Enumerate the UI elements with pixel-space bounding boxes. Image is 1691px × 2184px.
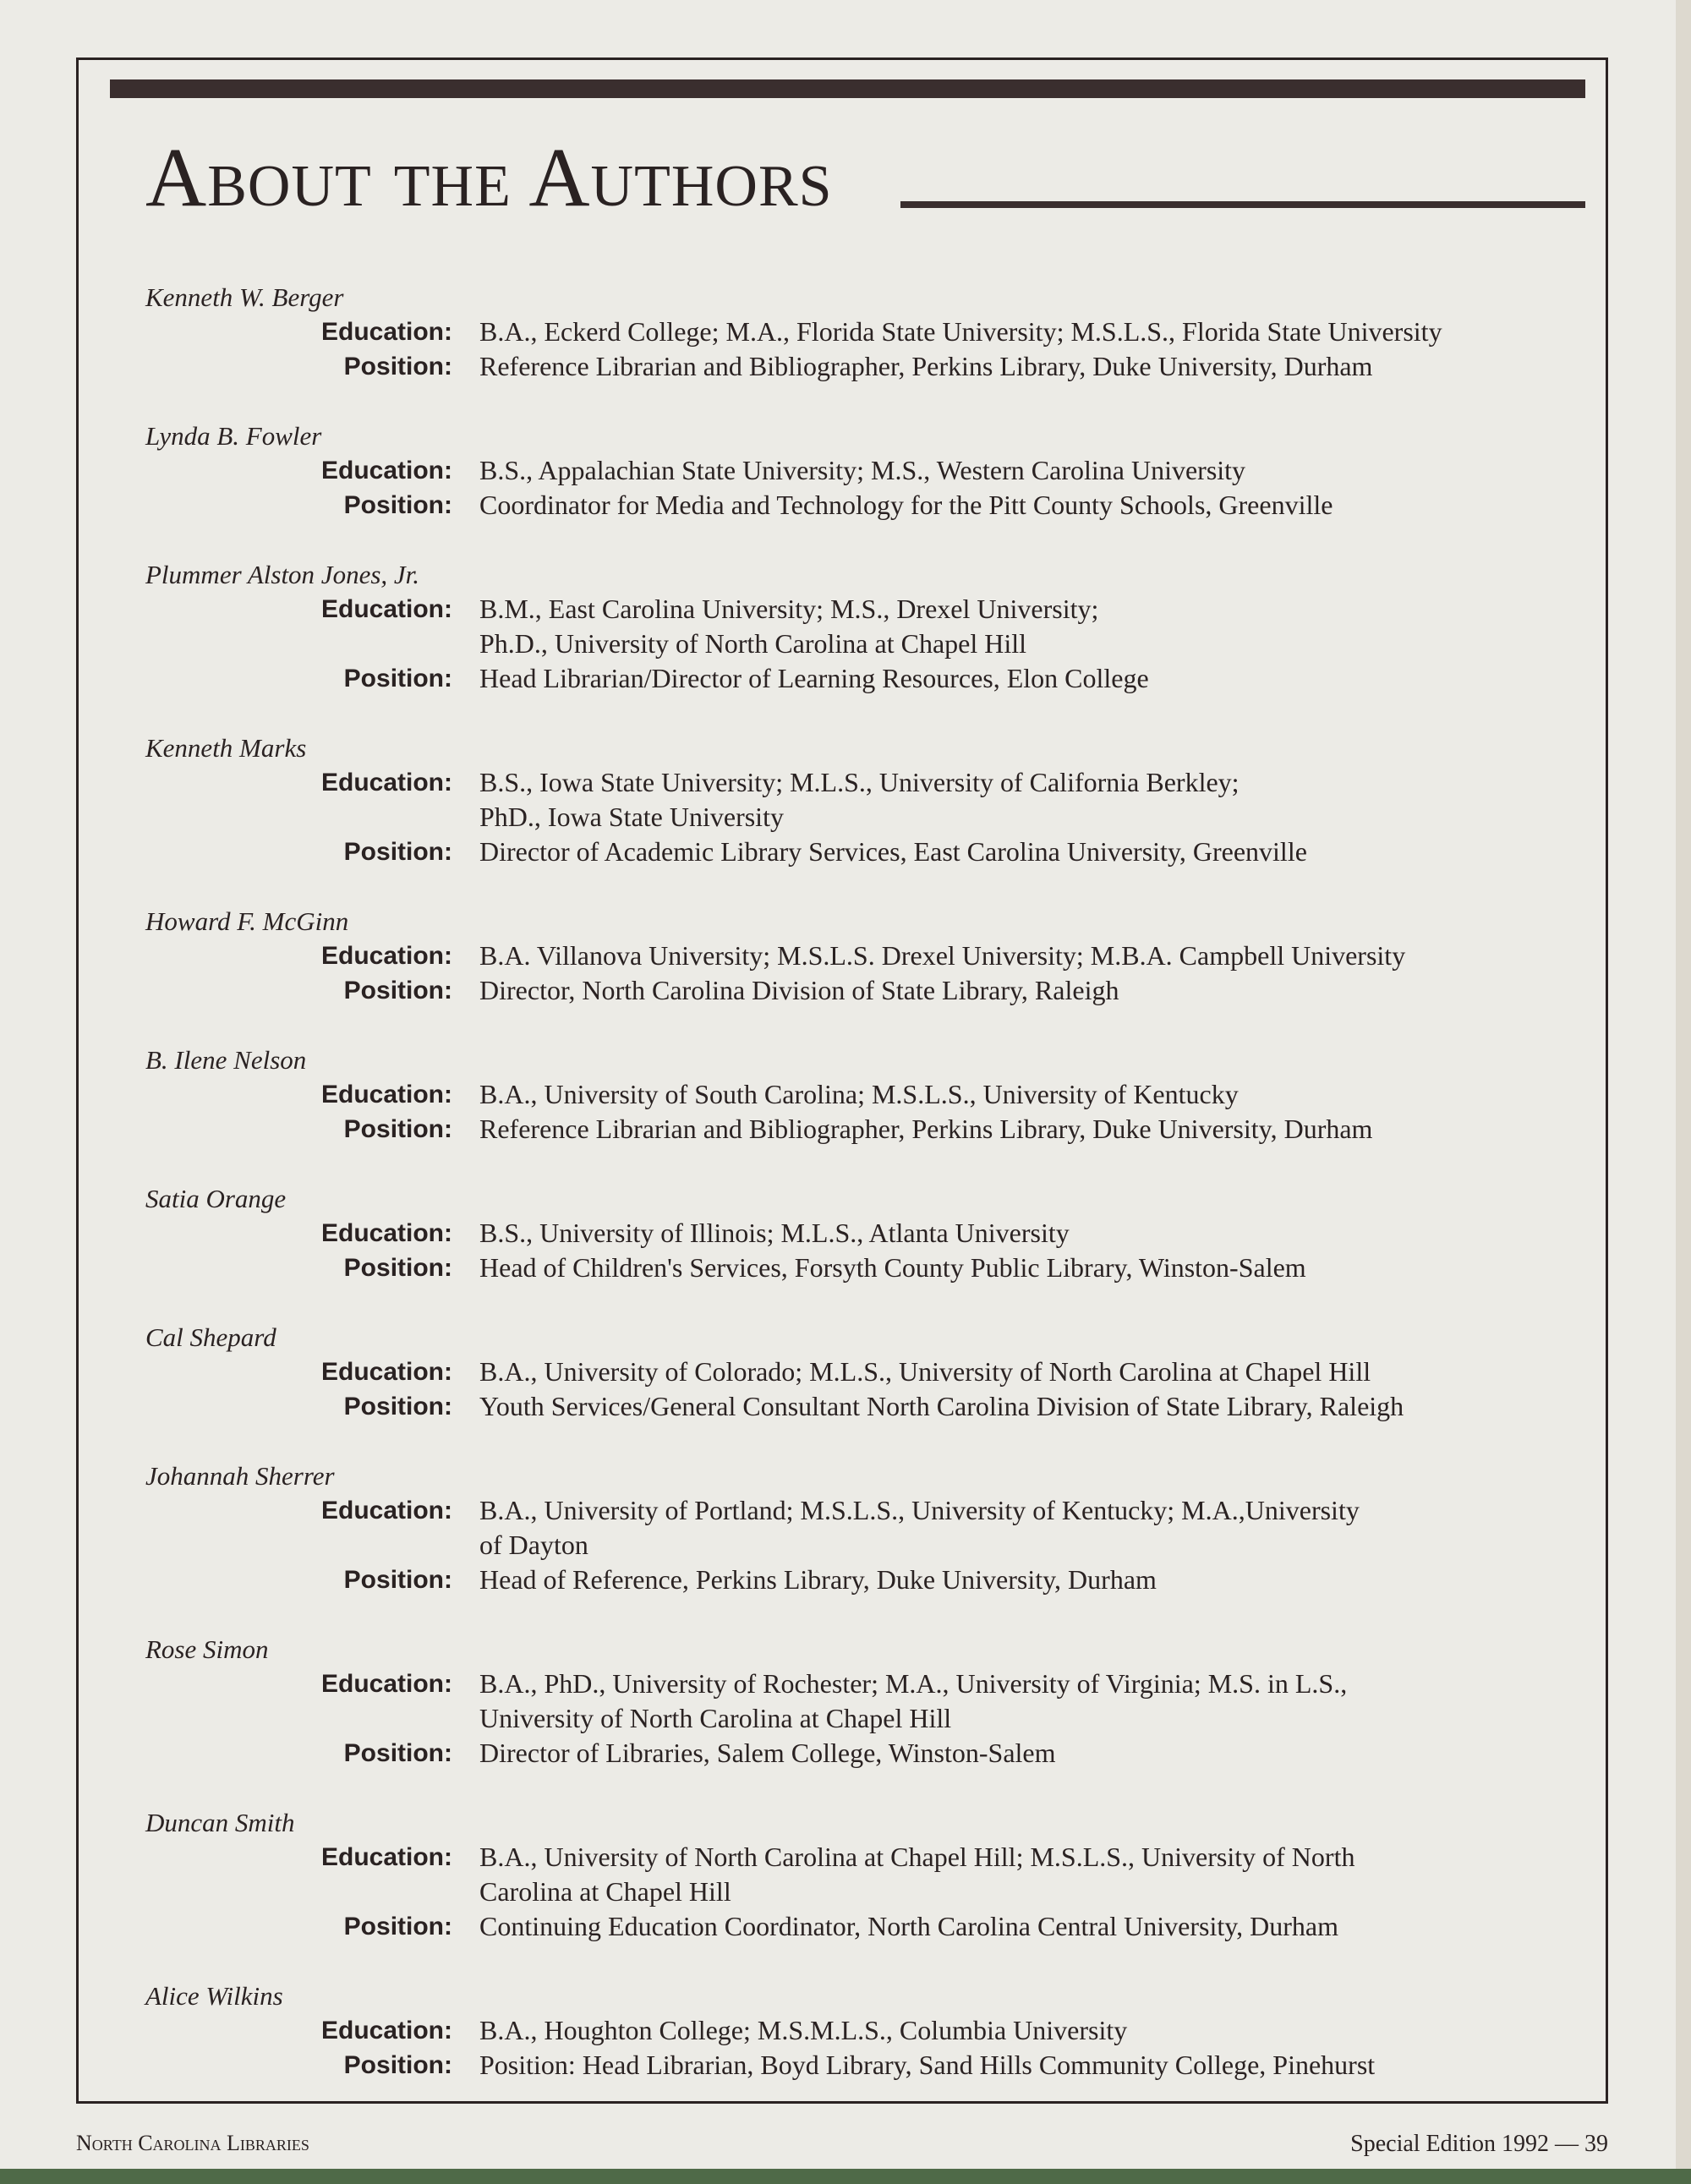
education-value: B.A., University of Portland; M.S.L.S., University of Kentucky; M.A.,University [479, 1495, 1360, 1525]
author-entry [0, 1320, 1691, 1424]
education-row [0, 592, 1691, 627]
position-label: Position: [343, 353, 452, 380]
position-row [0, 1563, 1691, 1597]
author-name: Johannah Sherrer [145, 1461, 335, 1491]
author-name: Rose Simon [145, 1634, 269, 1664]
education-label: Education: [321, 457, 452, 484]
author-name: Duncan Smith [145, 1808, 295, 1837]
author-entry [0, 557, 1691, 696]
education-row [0, 765, 1691, 800]
education-value: Carolina at Chapel Hill [479, 1876, 731, 1907]
position-row [0, 1112, 1691, 1147]
education-label: Education: [321, 2017, 452, 2044]
authors-list [0, 280, 1691, 2117]
education-label: Education: [321, 318, 452, 346]
author-name: Satia Orange [145, 1184, 287, 1213]
author-entry [0, 1805, 1691, 1944]
education-row [0, 939, 1691, 973]
education-label: Education: [321, 942, 452, 970]
education-value: B.S., Appalachian State University; M.S., Western Carolina University [479, 455, 1246, 485]
education-value: B.S., University of Illinois; M.L.S., Atlanta University [479, 1218, 1070, 1248]
position-row [0, 1389, 1691, 1424]
position-label: Position: [343, 1115, 452, 1143]
position-label: Position: [343, 1566, 452, 1594]
author-name: Kenneth W. Berger [145, 282, 344, 312]
header-rule [110, 79, 1585, 98]
education-label: Education: [321, 1843, 452, 1871]
author-entry [0, 280, 1691, 384]
education-row [0, 1355, 1691, 1389]
author-name: Plummer Alston Jones, Jr. [145, 560, 420, 589]
education-label [0, 1701, 452, 1736]
education-value: of Dayton [479, 1530, 588, 1560]
education-value: B.M., East Carolina University; M.S., Drexel University; [479, 594, 1099, 624]
education-row [0, 1528, 1691, 1563]
author-name: Howard F. McGinn [145, 906, 349, 936]
education-value: B.A., University of South Carolina; M.S.L.S., University of Kentucky [479, 1079, 1239, 1109]
education-label: Education: [321, 1670, 452, 1698]
education-row [0, 1667, 1691, 1701]
footer-publication: North Carolina Libraries [76, 2131, 309, 2155]
position-row [0, 973, 1691, 1008]
education-label: Education: [321, 769, 452, 796]
education-value: B.A., Houghton College; M.S.M.L.S., Columbia University [479, 2015, 1128, 2045]
education-value: B.A., University of Colorado; M.L.S., University of North Carolina at Chapel Hill [479, 1356, 1371, 1387]
education-label [0, 1528, 452, 1563]
position-label: Position: [343, 2051, 452, 2079]
education-row [0, 2013, 1691, 2048]
education-label: Education: [321, 1219, 452, 1247]
position-label: Position: [343, 1393, 452, 1420]
author-entry [0, 1459, 1691, 1597]
position-row [0, 835, 1691, 869]
education-row [0, 453, 1691, 488]
education-row [0, 1875, 1691, 1909]
author-name: B. Ilene Nelson [145, 1045, 307, 1075]
position-row [0, 488, 1691, 523]
position-value: Coordinator for Media and Technology for the Pitt County Schools, Greenville [479, 490, 1333, 520]
position-value: Director of Academic Library Services, East Carolina University, Greenville [479, 836, 1307, 867]
position-value: Head of Reference, Perkins Library, Duke University, Durham [479, 1564, 1157, 1595]
education-label: Education: [321, 595, 452, 623]
position-label: Position: [343, 977, 452, 1004]
education-value: B.A., University of North Carolina at Chapel Hill; M.S.L.S., University of North [479, 1842, 1355, 1872]
education-value: Ph.D., University of North Carolina at Chapel Hill [479, 628, 1027, 659]
position-row [0, 1736, 1691, 1771]
position-value: Position: Head Librarian, Boyd Library, Sand Hills Community College, Pinehurst [479, 2050, 1376, 2080]
position-value: Reference Librarian and Bibliographer, Perkins Library, Duke University, Durham [479, 351, 1373, 381]
position-value: Reference Librarian and Bibliographer, Perkins Library, Duke University, Durham [479, 1114, 1373, 1144]
position-row [0, 1909, 1691, 1944]
education-value: B.A., PhD., University of Rochester; M.A., University of Virginia; M.S. in L.S., [479, 1668, 1348, 1699]
position-label: Position: [343, 1913, 452, 1940]
education-row [0, 1701, 1691, 1736]
position-label: Position: [343, 1254, 452, 1282]
education-value: B.A. Villanova University; M.S.L.S. Drexel University; M.B.A. Campbell University [479, 940, 1406, 971]
position-row [0, 1251, 1691, 1285]
position-value: Director, North Carolina Division of State Library, Raleigh [479, 975, 1119, 1005]
author-entry [0, 1979, 1691, 2083]
position-row [0, 661, 1691, 696]
position-value: Continuing Education Coordinator, North Carolina Central University, Durham [479, 1911, 1339, 1941]
education-label: Education: [321, 1497, 452, 1524]
education-row [0, 1840, 1691, 1875]
education-value: PhD., Iowa State University [479, 802, 784, 832]
author-entry [0, 1043, 1691, 1147]
education-value: B.A., Eckerd College; M.A., Florida State University; M.S.L.S., Florida State University [479, 316, 1442, 347]
author-entry [0, 1632, 1691, 1771]
scan-background [0, 2169, 1691, 2184]
education-label [0, 1875, 452, 1909]
education-value: University of North Carolina at Chapel Hill [479, 1703, 952, 1733]
position-label: Position: [343, 665, 452, 692]
position-value: Head Librarian/Director of Learning Resources, Elon College [479, 663, 1149, 693]
position-value: Head of Children's Services, Forsyth County Public Library, Winston-Salem [479, 1252, 1306, 1283]
position-label: Position: [343, 838, 452, 866]
education-label: Education: [321, 1081, 452, 1108]
position-row [0, 2048, 1691, 2083]
position-row [0, 349, 1691, 384]
education-label [0, 627, 452, 661]
footer-issue-page: Special Edition 1992 — 39 [1350, 2131, 1608, 2157]
author-entry [0, 419, 1691, 523]
author-entry [0, 1181, 1691, 1285]
author-name: Alice Wilkins [145, 1981, 283, 2011]
education-row [0, 1493, 1691, 1528]
page-title: About the Authors [145, 130, 833, 224]
author-entry [0, 731, 1691, 869]
education-row [0, 1216, 1691, 1251]
position-value: Youth Services/General Consultant North Carolina Division of State Library, Raleigh [479, 1391, 1404, 1421]
author-entry [0, 904, 1691, 1008]
position-value: Director of Libraries, Salem College, Winston-Salem [479, 1738, 1056, 1768]
title-rule [900, 201, 1585, 208]
education-label: Education: [321, 1358, 452, 1386]
author-name: Cal Shepard [145, 1322, 276, 1352]
education-value: B.S., Iowa State University; M.L.S., University of California Berkley; [479, 767, 1240, 797]
education-label [0, 800, 452, 835]
author-name: Lynda B. Fowler [145, 421, 322, 451]
author-name: Kenneth Marks [145, 733, 307, 763]
education-row [0, 800, 1691, 835]
education-row [0, 627, 1691, 661]
education-row [0, 315, 1691, 349]
position-label: Position: [343, 1739, 452, 1767]
education-row [0, 1077, 1691, 1112]
position-label: Position: [343, 491, 452, 519]
